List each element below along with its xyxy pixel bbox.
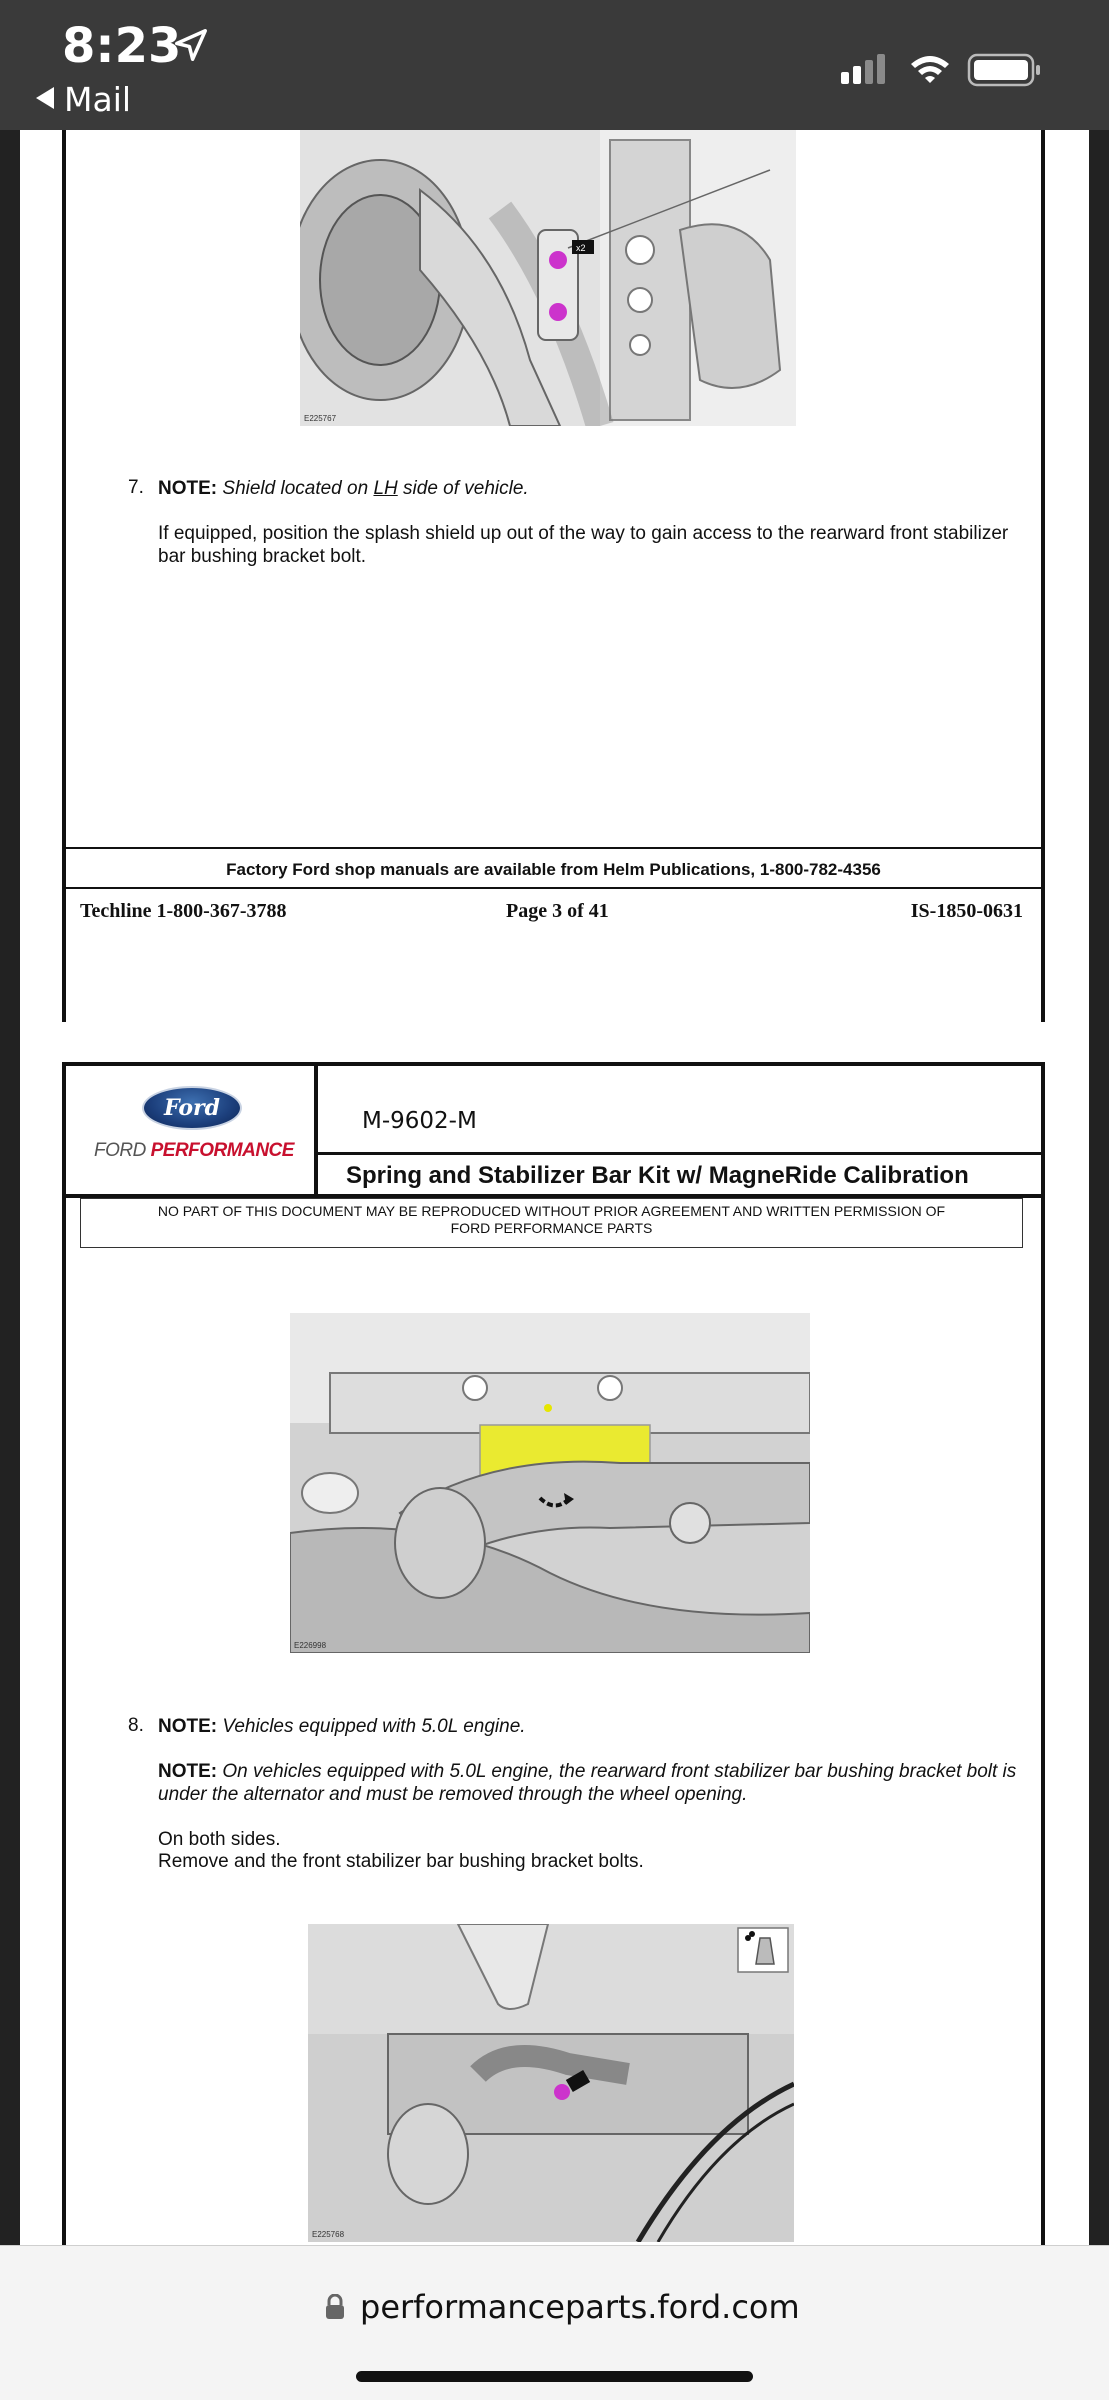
figure-splash-shield: [290, 1313, 810, 1653]
footer-doc-id: IS-1850-0631: [910, 900, 1023, 922]
note-text: Vehicles equipped with 5.0L engine.: [222, 1716, 526, 1737]
callout-label: x2: [576, 243, 586, 253]
ford-performance-brand: FORD PERFORMANCE: [94, 1140, 294, 1161]
note-text: On vehicles equipped with 5.0L engine, the rearward front stabilizer bar bushing bracket bolt is under the alternator and must be removed through the wheel opening.: [158, 1761, 1017, 1805]
logo-cell: [66, 1066, 318, 1194]
disclaimer-box: [80, 1198, 1023, 1248]
step-7-body: If equipped, position the splash shield up out of the way to gain access to the rearward front stabilizer bar bushing bracket bolt.: [158, 523, 1009, 567]
ford-logo: [142, 1086, 242, 1130]
step-8-note-2: [158, 1760, 1038, 1806]
ford-logo-text: Ford: [163, 1095, 221, 1121]
pdf-page-3: [20, 130, 1089, 1130]
footer-divider-2: [66, 887, 1041, 889]
part-number: M-9602-M: [362, 1108, 477, 1134]
figure-illustration: [308, 1924, 794, 2242]
figure-code: E225767: [304, 414, 337, 423]
figure-stabilizer-bracket: [300, 130, 796, 426]
footer-divider: [66, 847, 1041, 849]
figure-code: E225768: [312, 2230, 345, 2239]
footer-techline: Techline 1-800-367-3788: [80, 900, 287, 922]
note-label: NOTE:: [158, 1761, 218, 1782]
back-arrow-icon: [36, 87, 54, 109]
figure-code: E226998: [294, 1641, 327, 1650]
note-label: NOTE:: [158, 1716, 218, 1737]
page-border: [62, 130, 1045, 1090]
footer-page-number: Page 3 of 41: [506, 900, 609, 922]
doc-header: [66, 1066, 1041, 1198]
document-viewer[interactable]: [0, 130, 1109, 2245]
step-8-line-2: Remove and the front stabilizer bar bushing bracket bolts.: [158, 1851, 644, 1872]
step-number: 8.: [128, 1715, 144, 1736]
wifi-icon: [911, 56, 949, 83]
figure-illustration: [290, 1313, 810, 1653]
step-8-line-1: On both sides.: [158, 1829, 281, 1850]
title-divider: [318, 1152, 1045, 1155]
page-border: [62, 1062, 1045, 2245]
note-text: Shield located on: [222, 478, 369, 499]
cellular-signal-icon: [841, 54, 885, 84]
back-to-mail-button[interactable]: [36, 80, 131, 119]
lock-icon: [325, 2294, 345, 2320]
footer-banner: Factory Ford shop manuals are available from Helm Publications, 1-800-782-4356: [226, 860, 881, 879]
status-time: 8:23: [62, 18, 182, 74]
figure-bracket-bolts: [308, 1924, 794, 2242]
viewer-margin-left: [0, 130, 20, 2245]
note-text-end: side of vehicle.: [403, 478, 529, 499]
status-icons: [819, 50, 1059, 90]
viewer-margin-right: [1089, 130, 1109, 2245]
back-label: Mail: [64, 80, 132, 119]
note-lh: LH: [373, 478, 398, 499]
url-text[interactable]: performanceparts.ford.com: [360, 2288, 800, 2326]
note-label: NOTE:: [158, 478, 218, 499]
step-8-note: [158, 1715, 1028, 1738]
url-bar[interactable]: [0, 2245, 1109, 2400]
figure-illustration: [300, 130, 796, 426]
location-arrow-icon: [172, 26, 210, 64]
pdf-page-4: [20, 1022, 1089, 2245]
step-number: 7.: [128, 477, 144, 498]
status-bar: [0, 0, 1109, 130]
disclaimer-line-1: NO PART OF THIS DOCUMENT MAY BE REPRODUCED WITHOUT PRIOR AGREEMENT AND WRITTEN PERMISSION OF: [157, 1203, 946, 1219]
battery-icon: [969, 55, 1040, 85]
doc-title: Spring and Stabilizer Bar Kit w/ MagneRide Calibration: [346, 1162, 969, 1189]
step-7-note: [158, 477, 1018, 500]
disclaimer-line-2: FORD PERFORMANCE PARTS: [450, 1220, 653, 1236]
home-indicator[interactable]: [356, 2371, 753, 2382]
